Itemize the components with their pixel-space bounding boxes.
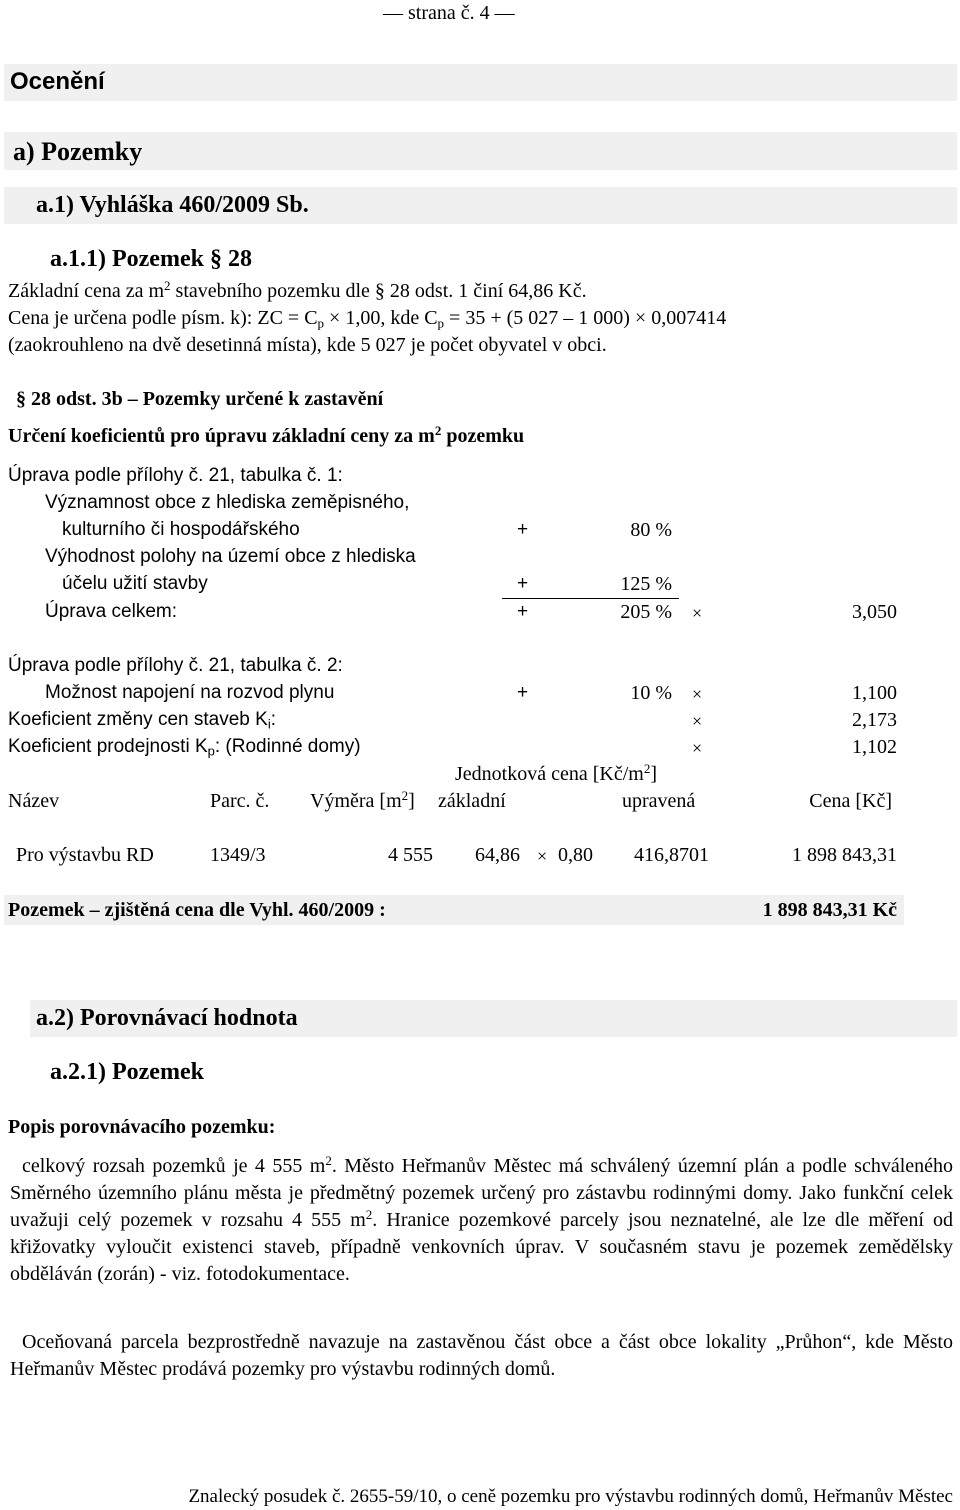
table1-total-label: Úprava celkem: <box>45 601 177 622</box>
row-cena: 1 898 843,31 <box>792 844 897 866</box>
table1-row1-label-a: Významnost obce z hlediska zeměpisného, <box>45 492 410 513</box>
formula-line: Cena je určena podle písm. k): ZC = $C_p \times 1,00$, kde $C_p = 35 + (5$ 027 – 1 000) × 0,007414 <box>8 307 727 331</box>
table1-sum-rule <box>502 598 679 599</box>
table1-title: Úprava podle přílohy č. 21, tabulka č. 1: <box>8 465 343 486</box>
section-band-oceneni <box>4 64 957 101</box>
col-header-upravena: upravená <box>622 790 696 812</box>
table1-total-sign: + <box>517 601 529 622</box>
gas-multiply-sign: × <box>692 684 703 704</box>
summary-value: 1 898 843,31 Kč <box>762 899 897 921</box>
base-price-line: Základní cena za $m^2$ stavebního pozemku dle § 28 odst. 1 činí 64,86 Kč. <box>8 277 587 302</box>
row-upravena: 416,8701 <box>634 844 709 866</box>
table1-row1-sign: + <box>517 519 529 540</box>
row-parc: 1349/3 <box>210 844 266 866</box>
gas-connection-label: Možnost napojení na rozvod plynu <box>45 682 335 703</box>
row-zakladni: 64,86 <box>475 844 520 866</box>
kp-coefficient: 1,102 <box>852 736 897 758</box>
row-nazev: Pro výstavbu RD <box>16 844 154 866</box>
comparison-description-paragraph: celkový rozsah pozemků je 4 555 $m^2$. Město Heřmanův Městec má schválený územní plán a podle schváleného Směrného územního plánu města je předmětný pozemek určený pro zástavbu rodinnými domy. Jako funkční celek uvažuji celý pozemek v rozsahu 4 555 $m^2$. Hranice pozemkové parcely jsou neznatelné, ale lze dle měření od křižovatky vyloučit existenci staveb, případně venkovních úprav. V současném stavu je pozemek zemědělsky obděláván (zorán) - viz. fotodokumentace. <box>10 1152 954 1285</box>
comparison-description-title: Popis porovnávacího pozemku: <box>8 1116 276 1138</box>
kp-label: Koeficient prodejnosti $K_p$: (Rodinné domy) <box>8 736 361 759</box>
col-header-vymera: Výměra $[m^2]$ <box>310 787 415 812</box>
summary-label: Pozemek – zjištěná cena dle Vyhl. 460/2009 : <box>8 899 386 921</box>
gas-connection-value: 10 % <box>630 682 672 704</box>
table2-title: Úprava podle přílohy č. 21, tabulka č. 2: <box>8 655 343 676</box>
row-koef: 0,80 <box>558 844 593 866</box>
heading-vyhlaska: a.1) Vyhláška 460/2009 Sb. <box>36 192 309 218</box>
table1-row2-label-b: účelu užití stavby <box>62 573 208 594</box>
table1-total-coefficient: 3,050 <box>852 601 897 623</box>
heading-pozemek-28: a.1.1) Pozemek § 28 <box>50 246 252 272</box>
gas-coefficient: 1,100 <box>852 682 897 704</box>
odst-3b-heading: § 28 odst. 3b – Pozemky určené k zastavění <box>16 388 384 410</box>
location-paragraph: Oceňovaná parcela bezprostředně navazuje na zastavěnou část obce a část obce lokality „Průhon“, kde Město Heřmanův Městec prodává pozemky pro výstavbu rodinných domů. <box>10 1331 953 1380</box>
table1-row1-label-b: kulturního či hospodářského <box>62 519 300 540</box>
col-header-cena: Cena [Kč] <box>809 790 892 812</box>
table1-multiply-sign: × <box>692 603 703 623</box>
rounding-note: (zaokrouhleno na dvě desetinná místa), kde 5 027 je počet obyvatel v obci. <box>8 334 607 356</box>
table1-row2-label-a: Výhodnost polohy na území obce z hlediska <box>45 546 416 567</box>
heading-pozemky: a) Pozemky <box>13 137 143 166</box>
heading-pozemek-a21: a.2.1) Pozemek <box>50 1059 204 1085</box>
ki-label: Koeficient změny cen staveb $K_i$: <box>8 709 276 732</box>
coefficient-heading: Určení koeficientů pro úpravu základní ceny za $m^2$ pozemku <box>8 422 525 447</box>
page-footer: Znalecký posudek č. 2655-59/10, o ceně pozemku pro výstavbu rodinných domů, Heřmanův Městec <box>188 1486 953 1507</box>
table1-total-value: 205 % <box>620 601 672 623</box>
heading-porovnavaci: a.2) Porovnávací hodnota <box>36 1005 298 1031</box>
page-number: — strana č. 4 — <box>383 2 515 24</box>
table1-row2-value: 125 % <box>620 573 672 595</box>
ki-coefficient: 2,173 <box>852 709 897 731</box>
kp-multiply-sign: × <box>692 738 703 758</box>
row-multiply-sign: × <box>537 846 548 866</box>
table1-row1-value: 80 % <box>630 519 672 541</box>
ki-multiply-sign: × <box>692 711 703 731</box>
gas-connection-sign: + <box>517 682 529 703</box>
col-header-nazev: Název <box>8 790 60 812</box>
unit-price-header: Jednotková cena $[Kč/m^2]$ <box>455 760 657 785</box>
section-band-pozemky <box>4 132 957 170</box>
heading-oceneni: Ocenění <box>10 68 105 95</box>
table1-row2-sign: + <box>517 573 529 594</box>
col-header-zakladni: základní <box>438 790 506 812</box>
col-header-parc: Parc. č. <box>210 790 270 812</box>
row-vymera: 4 555 <box>388 844 433 866</box>
